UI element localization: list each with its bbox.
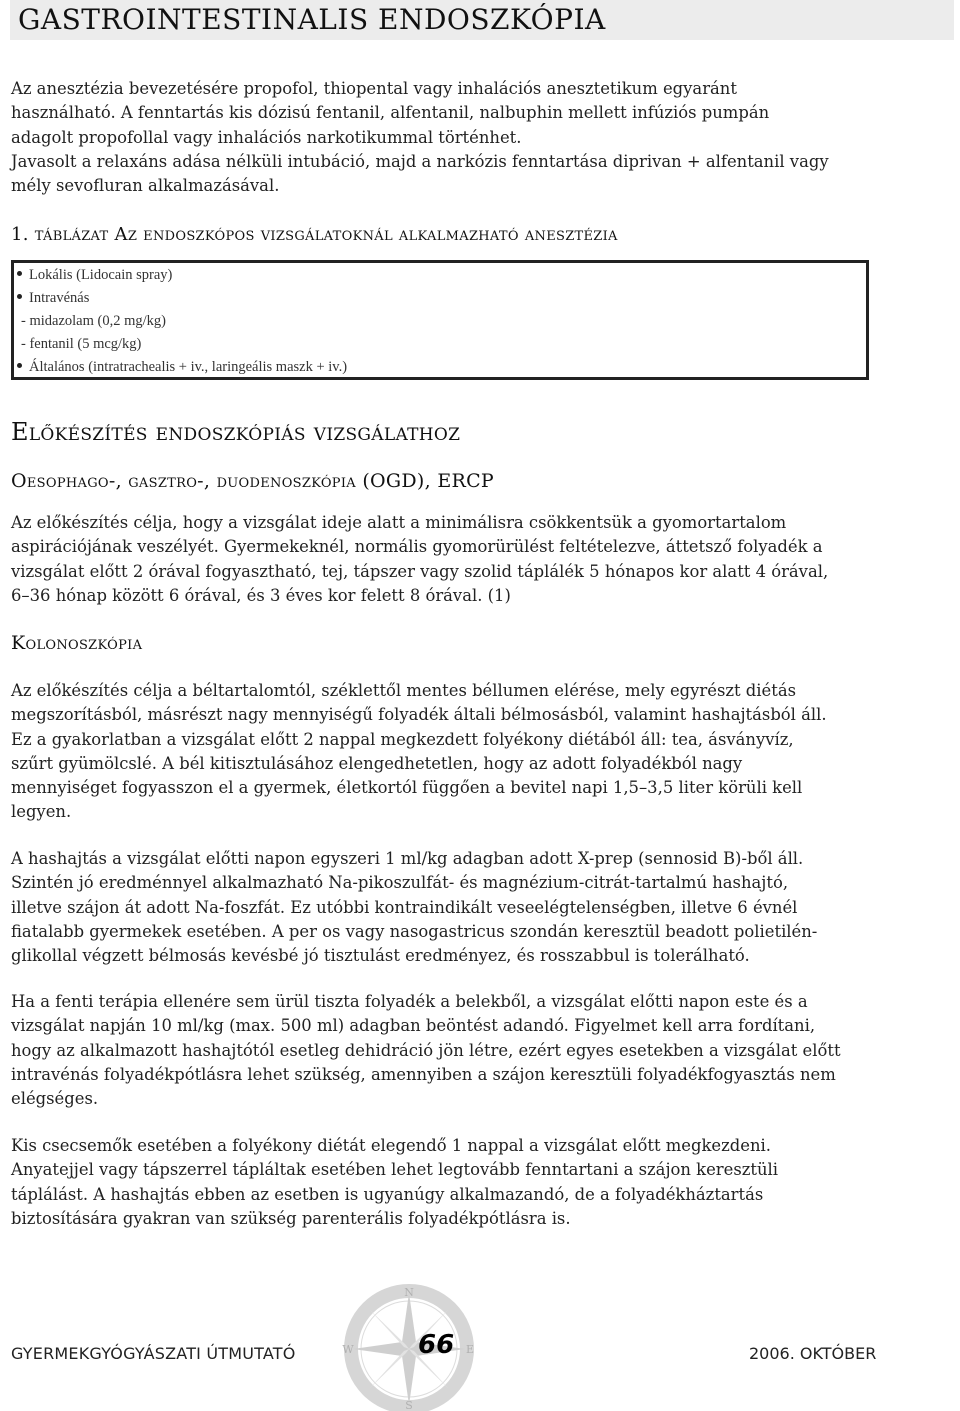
text-line: Kis csecsemők esetében a folyékony diétát elegendő 1 nappal a vizsgálat előtt megkezdeni. [11, 1136, 771, 1155]
text-line: mennyiséget fogyasszon el a gyermek, életkortól függően a bevitel napi 1,5–3,5 liter körüli kell [11, 778, 803, 798]
table-item [21, 332, 141, 356]
kolonoszkopia-paragraph-4 [11, 1134, 941, 1231]
text-line: táplálást. A hashajtás ebben az esetben is ugyanúgy alkalmazandó, de a folyadékháztartás [11, 1184, 764, 1204]
page-number: 66 [418, 1330, 455, 1360]
text-line: glikollal végzett bélmosás kevésbé jó tisztulást eredményez, és rosszabbul is tolerálható. [11, 946, 750, 966]
section-heading: Előkészítés endoszkópiás vizsgálathoz [11, 418, 461, 446]
subsection-heading-ogd: Oesophago-, gasztro-, duodenoszkópia (OGD), ERCP [11, 470, 495, 492]
text-line: Ez a gyakorlatban a vizsgálat előtt 2 nappal megkezdett folyékony diétából áll: tea, ásványvíz, [11, 729, 794, 749]
kolonoszkopia-paragraph-3 [11, 990, 941, 1111]
subsection-heading-kolonoszkopia: Kolonoszkópia [11, 632, 143, 654]
text-line: legyen. [11, 802, 72, 822]
kolonoszkopia-paragraph-1 [11, 679, 941, 825]
text-line: vizsgálat előtt 2 órával fogyasztható, tej, tápszer vagy szolid táplálék 5 hónapos kor alatt 4 órával, [11, 561, 829, 581]
text-line: Az előkészítés célja a béltartalomtól, széklettől mentes béllumen elérése, mely egyrészt diétás [11, 681, 797, 700]
text-line: Ha a fenti terápia ellenére sem ürül tiszta folyadék a belekből, a vizsgálat előtti napon este és a [11, 992, 808, 1011]
text-line: Szintén jó eredménnyel alkalmazható Na-pikoszulfát- és magnézium-citrát-tartalmú hashajtó, [11, 873, 789, 893]
table-item-text: Általános (intratrachealis + iv., laringeális maszk + iv.) [29, 359, 348, 375]
table-item [17, 286, 89, 310]
text-line: A hashajtás a vizsgálat előtti napon egyszeri 1 ml/kg adagban adott X-prep (sennosid B)-ből áll. [11, 849, 804, 868]
compass-letter-e: E [465, 1343, 475, 1356]
anesthesia-table [11, 260, 869, 380]
page-title: GASTROINTESTINALIS ENDOSZKÓPIA [18, 3, 606, 36]
intro-paragraph [11, 77, 941, 198]
table-item-text: Lokális (Lidocain spray) [29, 267, 173, 283]
text-line: fiatalabb gyermekek esetében. A per os vagy nasogastricus szondán keresztül beadott polietilén- [11, 921, 818, 941]
text-line: Az előkészítés célja, hogy a vizsgálat ideje alatt a minimálisra csökkentsük a gyomortartalom [11, 513, 787, 532]
compass-rose-icon [334, 1283, 484, 1411]
table-item-text: - midazolam (0,2 mg/kg) [21, 313, 166, 329]
kolonoszkopia-paragraph-2 [11, 847, 941, 968]
text-line: szűrt gyümölcslé. A bél kitisztulásához elengedhetetlen, hogy az adott folyadékból nagy [11, 753, 743, 773]
table-item-text: - fentanil (5 mcg/kg) [21, 336, 142, 352]
text-line: mély sevofluran alkalmazásával. [11, 176, 280, 196]
table-item [21, 309, 166, 333]
text-line: intravénás folyadékpótlásra lehet szükség, amennyiben a szájon keresztüli folyadékfogyasztás nem [11, 1064, 836, 1084]
bullet-icon [17, 271, 22, 276]
text-line: Anyatejjel vagy tápszerrel tápláltak esetében lehet legtovább fenntartani a szájon keresztüli [11, 1160, 779, 1180]
text-line: adagolt propofollal vagy inhalációs narkotikummal történhet. [11, 127, 522, 147]
ogd-paragraph [11, 511, 941, 608]
table-item-text: Intravénás [29, 290, 90, 306]
footer-publication: GYERMEKGYÓGYÁSZATI ÚTMUTATÓ [11, 1344, 296, 1363]
table-item [17, 355, 347, 379]
footer-date: 2006. OKTÓBER [749, 1344, 877, 1363]
table-item [17, 263, 172, 287]
bullet-icon [17, 363, 22, 368]
text-line: megszorításból, másrészt nagy mennyiségű folyadék általi bélmosásból, valamint hashajtásból áll. [11, 705, 827, 725]
text-line: 6–36 hónap között 6 órával, és 3 éves kor felett 8 órával. (1) [11, 585, 511, 605]
text-line: elégséges. [11, 1089, 99, 1109]
text-line: használható. A fenntartás kis dózisú fentanil, alfentanil, nalbuphin mellett infúziós pumpán [11, 103, 770, 123]
text-line: aspirációjának veszélyét. Gyermekeknél, normális gyomorürülést feltételezve, áttetsző folyadék a [11, 537, 823, 557]
compass-letter-w: W [342, 1343, 354, 1356]
table-title: 1. táblázat Az endoszkópos vizsgálatoknál alkalmazható anesztézia [11, 224, 618, 245]
compass-letter-s: S [405, 1399, 413, 1411]
text-line: Javasolt a relaxáns adása nélküli intubáció, majd a narkózis fenntartása diprivan + alfentanil vagy [11, 151, 829, 171]
text-line: Az anesztézia bevezetésére propofol, thiopental vagy inhalációs anesztetikum egyaránt [11, 79, 737, 98]
text-line: illetve szájon át adott Na-foszfát. Ez utóbbi kontraindikált veseelégtelenségben, illetve 6 évnél [11, 897, 798, 917]
text-line: biztosítására gyakran van szükség parenterális folyadékpótlásra is. [11, 1208, 571, 1228]
bullet-icon [17, 294, 22, 299]
text-line: vizsgálat napján 10 ml/kg (max. 500 ml) adagban beöntést adandó. Figyelmet kell arra fordítani, [11, 1016, 816, 1036]
text-line: hogy az alkalmazott hashajtótól esetleg dehidráció jön létre, ezért egyes esetekben a vizsgálat előtt [11, 1040, 841, 1060]
compass-letter-n: N [404, 1286, 414, 1299]
